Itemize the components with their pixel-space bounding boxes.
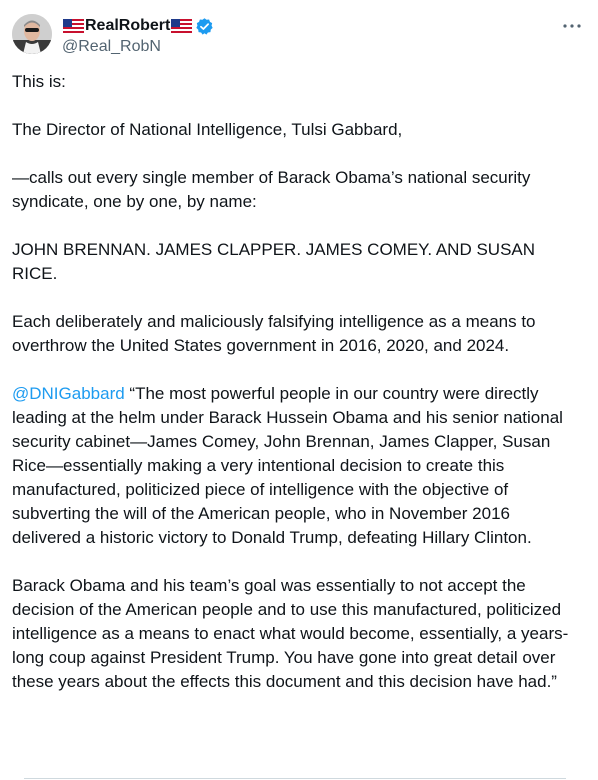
- mention-link[interactable]: @DNIGabbard: [12, 384, 125, 403]
- verified-badge-icon[interactable]: [195, 17, 214, 36]
- author-block: [62, 16, 214, 57]
- handle[interactable]: @Real_RobN: [62, 38, 161, 55]
- display-name[interactable]: RealRobert: [85, 17, 171, 34]
- tweet-paragraph: This is:: [12, 72, 66, 91]
- quote-text: “The most powerful people in our country were directly leading at the helm under Barack Hussein Obama and his senior national security cabinet—James Comey, John Brennan, James Clapper, Susan Rice—essentially making a very intentional decision to create this manufactured, politicized piece of intelligence with the objective of subverting the will of the American people, who in November 2016 delivered a historic victory to Donald Trump, defeating Hillary Clinton.: [12, 384, 563, 547]
- tweet-paragraph: Each deliberately and maliciously falsifying intelligence as a means to overthrow the United States government in 2016, 2020, and 2024.: [12, 312, 536, 355]
- tweet-paragraph: JOHN BRENNAN. JAMES CLAPPER. JAMES COMEY. AND SUSAN RICE.: [12, 240, 536, 283]
- display-name-row[interactable]: [62, 16, 214, 36]
- us-flag-icon: [63, 19, 84, 33]
- tweet-paragraph: The Director of National Intelligence, Tulsi Gabbard,: [12, 120, 403, 139]
- tweet-paragraph: —calls out every single member of Barack Obama’s national security syndicate, one by one, by name:: [12, 168, 531, 211]
- us-flag-icon: [171, 19, 192, 33]
- tweet-text: [12, 70, 582, 718]
- quote-paragraph: [12, 382, 582, 550]
- divider: [24, 778, 566, 779]
- avatar[interactable]: [12, 14, 52, 54]
- more-options-icon[interactable]: [560, 14, 584, 38]
- tweet-header: [12, 14, 586, 58]
- tweet-paragraph: Barack Obama and his team’s goal was essentially to not accept the decision of the American people and to use this manufactured, politicized intelligence as a means to enact what would become, essentially, a years-long coup against President Trump. You have gone into great detail over these years about the effects this document and this decision have had.”: [12, 576, 569, 691]
